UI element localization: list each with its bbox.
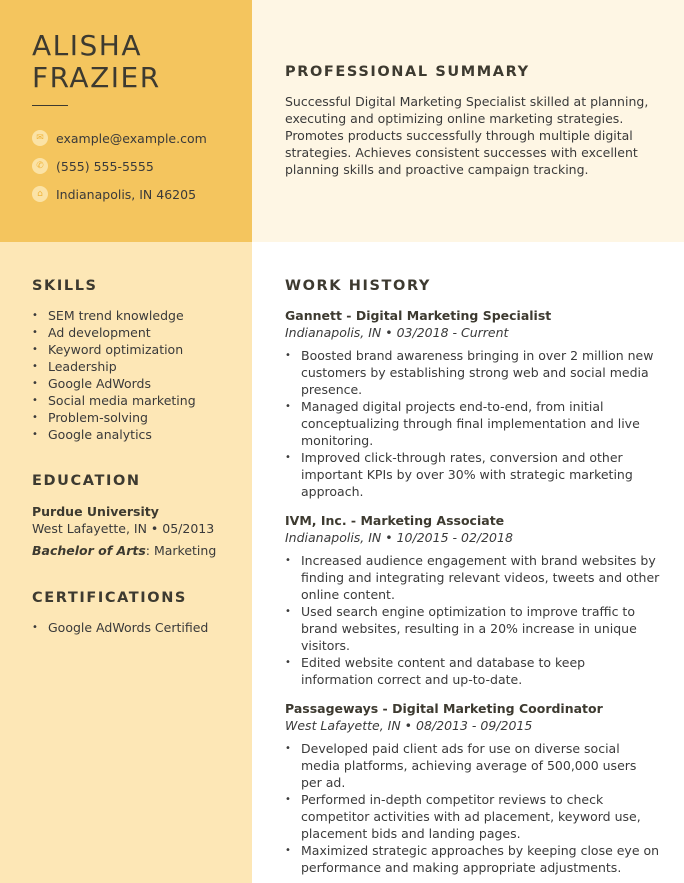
job-bullet: • Managed digital projects end-to-end, from initial conceptualizing through final implementation and live monitoring. (285, 398, 660, 449)
certifications-heading: CERTIFICATIONS (32, 590, 187, 606)
location-text: Indianapolis, IN 46205 (56, 186, 197, 202)
email-icon: ✉ (32, 130, 48, 146)
job-bullets (285, 740, 660, 876)
last-name: FRAZIER (32, 61, 161, 94)
job-meta: Indianapolis, IN • 10/2015 - 02/2018 (285, 530, 513, 545)
skills-list (32, 307, 242, 443)
degree (32, 542, 242, 559)
contact-location (32, 180, 247, 208)
job-entry (285, 700, 660, 876)
job-bullet: • Increased audience engagement with brand websites by finding and integrating relevant videos, tweets and other online content. (285, 552, 660, 603)
skill-item: • SEM trend knowledge (32, 307, 242, 324)
professional-summary (285, 64, 660, 178)
job-bullet: • Edited website content and database to keep information correct and up-to-date. (285, 654, 660, 688)
job-title: Gannett - Digital Marketing Specialist (285, 308, 552, 323)
work-history-section (285, 278, 660, 876)
job-meta: West Lafayette, IN • 08/2013 - 09/2015 (285, 718, 533, 733)
job-bullet: • Performed in-depth competitor reviews to check competitor activities with ad placement, keyword use, placement bids and landing pages. (285, 791, 660, 842)
phone-text: (555) 555-5555 (56, 158, 154, 174)
certifications-list (32, 619, 242, 636)
degree-label: Bachelor of Arts (32, 543, 146, 558)
contact-email (32, 124, 247, 152)
education-heading: EDUCATION (32, 473, 141, 489)
job-meta: Indianapolis, IN • 03/2018 - Current (285, 325, 509, 340)
skill-item: • Problem-solving (32, 409, 242, 426)
skill-item: • Google AdWords (32, 375, 242, 392)
job-bullet: • Used search engine optimization to improve traffic to brand websites, resulting in a 20% increase in unique visitors. (285, 603, 660, 654)
candidate-name (32, 30, 161, 94)
contact-phone (32, 152, 247, 180)
skill-item: • Leadership (32, 358, 242, 375)
job-entry (285, 512, 660, 688)
job-title: Passageways - Digital Marketing Coordinator (285, 701, 603, 716)
certification-item: • Google AdWords Certified (32, 619, 242, 636)
school-location-date: West Lafayette, IN • 05/2013 (32, 521, 215, 536)
school-name: Purdue University (32, 504, 159, 519)
first-name: ALISHA (32, 29, 142, 62)
contact-info (32, 124, 247, 208)
job-title: IVM, Inc. - Marketing Associate (285, 513, 505, 528)
job-entry (285, 307, 660, 500)
certifications-section (32, 590, 242, 636)
skills-heading: SKILLS (32, 278, 98, 294)
job-bullet: • Maximized strategic approaches by keeping close eye on performance and making appropriate adjustments. (285, 842, 660, 876)
phone-icon: ✆ (32, 158, 48, 174)
skill-item: • Ad development (32, 324, 242, 341)
job-bullets (285, 552, 660, 688)
skill-item: • Keyword optimization (32, 341, 242, 358)
skills-section (32, 278, 242, 443)
job-bullets (285, 347, 660, 500)
skill-item: • Google analytics (32, 426, 242, 443)
job-bullet: • Developed paid client ads for use on diverse social media platforms, achieving average of 500,000 users per ad. (285, 740, 660, 791)
work-heading: WORK HISTORY (285, 278, 432, 294)
skill-item: • Social media marketing (32, 392, 242, 409)
job-bullet: • Improved click-through rates, conversion and other important KPIs by over 30% with strategic marketing approach. (285, 449, 660, 500)
job-bullet: • Boosted brand awareness bringing in over 2 million new customers by establishing strong web and social media presence. (285, 347, 660, 398)
summary-text: Successful Digital Marketing Specialist skilled at planning, executing and optimizing online marketing strategies. Promotes products successfully through multiple digital strategies. Achieves consistent successes with excellent planning skills and proactive campaign tracking. (285, 94, 649, 177)
summary-heading: PROFESSIONAL SUMMARY (285, 64, 530, 80)
name-divider (32, 105, 68, 106)
degree-field: : Marketing (145, 543, 217, 558)
education-section (32, 473, 242, 559)
location-icon: ⌂ (32, 186, 48, 202)
email-text: example@example.com (56, 130, 207, 146)
